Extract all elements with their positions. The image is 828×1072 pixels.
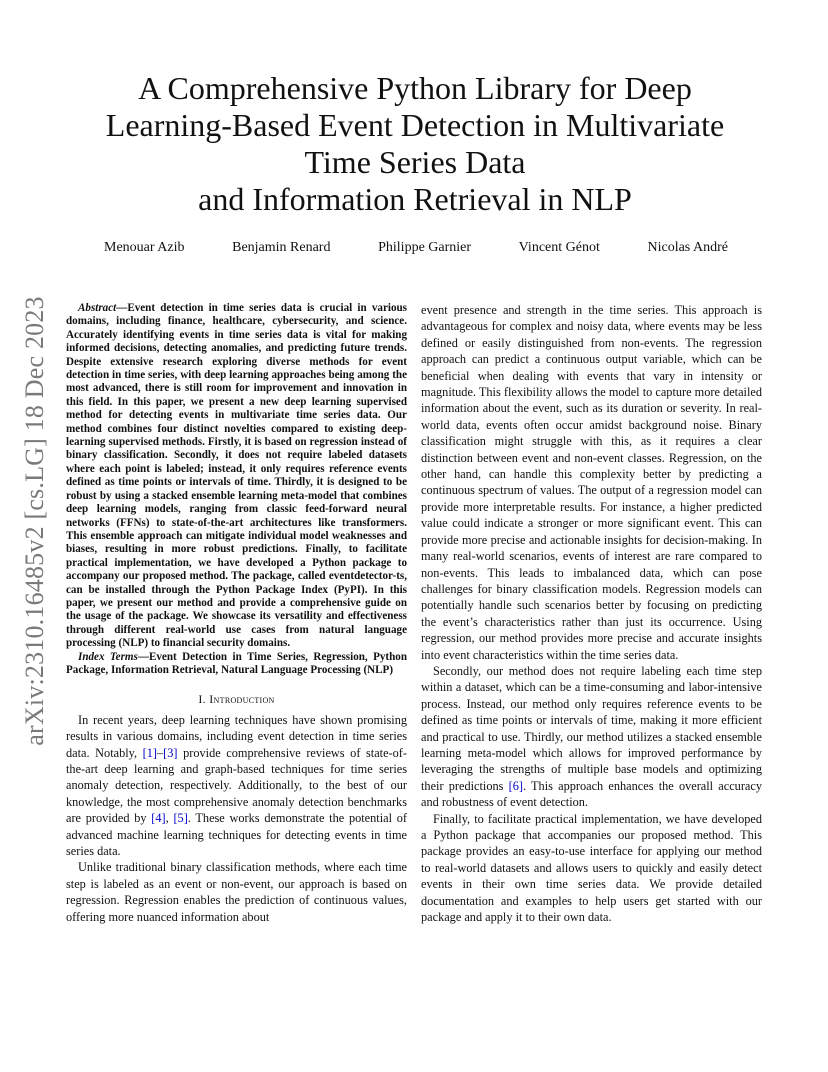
intro-paragraph: Unlike traditional binary classification methods, where each time step is labeled as an event or non-event, our approach is based on regression. Regression enables the prediction of continuous values, offering more nuanced information about xyxy=(66,860,407,924)
abstract xyxy=(66,302,407,651)
text-run: . These works demonstrate the potential of advanced machine learning techniques for detecting events in time series data. xyxy=(66,811,407,859)
index-terms-text: —Event Detection in Time Series, Regression, Python Package, Information Retrieval, Natural Language Processing (NLP) xyxy=(66,650,407,676)
citation-link[interactable]: [1] xyxy=(142,745,158,760)
author-name: Menouar Azib xyxy=(104,240,185,255)
index-terms-label: Index Terms xyxy=(78,650,138,663)
title-line: Learning-Based Event Detection in Multivariate xyxy=(105,107,725,143)
text-run: . This approach enhances the overall accuracy and robustness of event detection. xyxy=(421,778,762,810)
author-name: Vincent Génot xyxy=(518,240,600,255)
text-run: In recent years, deep learning techniques have shown promising results in various domains, including event detection in time series data. Notably, xyxy=(66,712,407,760)
body-paragraph: event presence and strength in the time series. This approach is advantageous for complex and noisy data, where events may be less defined or easily distinguished from non-events. The regression approach can predict a continuous output variable, which can be beneficial when dealing with events that vary in intensity or magnitude. This flexibility allows the model to capture more detailed information about the event, such as its duration or severity. In real-world data, events often occur amidst background noise. Binary classification might struggle with this, as it requires a clear distinction between event and non-event classes. Regression, on the other hand, can handle this complexity better by predicting a continuous spectrum of values. The output of a regression model can provide more interpretable results. For instance, a higher predicted value could indicate a stronger or more significant event. This can provide more precise and actionable insights for decision-making. In many real-world scenarios, events of interest are rare compared to non-events. This leads to imbalanced data, which can pose challenges for binary classification models. Regression models can potentially handle such scenarios better by focusing on predicting the event’s characteristics rather than just its occurrence. Using regression, our method provides more precise and accurate insights into event characteristics within the time series data. xyxy=(421,303,762,662)
author-name: Benjamin Renard xyxy=(232,240,331,255)
text-run: , xyxy=(165,811,174,826)
text-run: – xyxy=(157,745,164,760)
body-paragraph: Finally, to facilitate practical implementation, we have developed a Python package that accompanies our proposed method. This package provides an easy-to-use interface for applying our method to real-world datasets and allows users to quickly and easily detect events in their own time series data. We provide detailed documentation and examples to help users get started with our package and apply it to their own data. xyxy=(421,811,762,925)
index-terms xyxy=(66,651,407,678)
text-run: Secondly, our method does not require labeling each time step within a dataset, which can be a time-consuming and labor-intensive process. Instead, our method only requires reference events to be defined as time points or intervals of time, making it more efficient and practical to use. Thirdly, our method utilizes a stacked ensemble learning meta-model which allows for improved performance by leveraging the strengths of multiple base models and optimizing their predictions xyxy=(421,663,762,793)
abstract-label: Abstract xyxy=(78,302,117,314)
left-column xyxy=(66,302,407,925)
body-paragraph xyxy=(421,663,762,811)
arxiv-stamp-text: arXiv:2310.16485v2 [cs.LG] 18 Dec 2023 xyxy=(20,296,49,746)
citation-link[interactable]: [6] xyxy=(508,778,523,793)
title-line: and Information Retrieval in NLP xyxy=(198,181,632,217)
title-line: Time Series Data xyxy=(304,144,526,180)
section-numeral: I. xyxy=(198,692,210,707)
paper-title xyxy=(70,70,760,218)
author-name: Nicolas André xyxy=(647,240,728,255)
author-list xyxy=(66,240,766,256)
citation-link[interactable]: [4] xyxy=(151,811,166,826)
text-run: provide comprehensive reviews of state-of-the-art deep learning and graph-based techniques for time series anomaly detection, respectively. Additionally, to the best of our knowledge, the most comprehensive anomaly detection benchmarks are provided by xyxy=(66,745,407,826)
citation-link[interactable]: [3] xyxy=(163,745,178,760)
citation-link[interactable]: [5] xyxy=(173,811,188,826)
right-column xyxy=(421,302,762,925)
author-name: Philippe Garnier xyxy=(378,240,472,255)
arxiv-stamp xyxy=(20,286,50,756)
intro-paragraph xyxy=(66,712,407,860)
abstract-text: —Event detection in time series data is crucial in various domains, including finance, healthcare, cybersecurity, and science. Accurately identifying events in time series data is vital for making informed decisions, detecting anomalies, and predicting future trends. Despite extensive research exploring diverse methods for event detection in time series, with deep learning approaches being among the most advanced, there is still room for improvement and innovation in this field. In this paper, we present a new deep learning supervised method for detecting events in multivariate time series data. Our method combines four distinct novelties compared to existing deep-learning supervised methods. Firstly, it is based on regression instead of binary classification. Secondly, it does not require labeled datasets where each point is labeled; instead, it only requires reference events defined as time points or intervals of time. Thirdly, it is designed to be robust by using a stacked ensemble learning meta-model that combines deep learning models, ranging from classic feed-forward neural networks (FFNs) to state-of-the-art architectures like transformers. This ensemble approach can mitigate individual model weaknesses and biases, resulting in more robust predictions. Finally, to facilitate practical implementation, we have developed a Python package to accompany our proposed method. The package, called eventdetector-ts, can be installed through the Python Package Index (PyPI). In this paper, we present our method and provide a comprehensive guide on the usage of the package. We showcase its versatility and effectiveness through different real-world use cases from natural language processing (NLP) to financial security domains. xyxy=(66,302,407,650)
section-heading xyxy=(66,691,407,707)
section-title: Introduction xyxy=(209,692,275,707)
title-line: A Comprehensive Python Library for Deep xyxy=(138,70,692,106)
